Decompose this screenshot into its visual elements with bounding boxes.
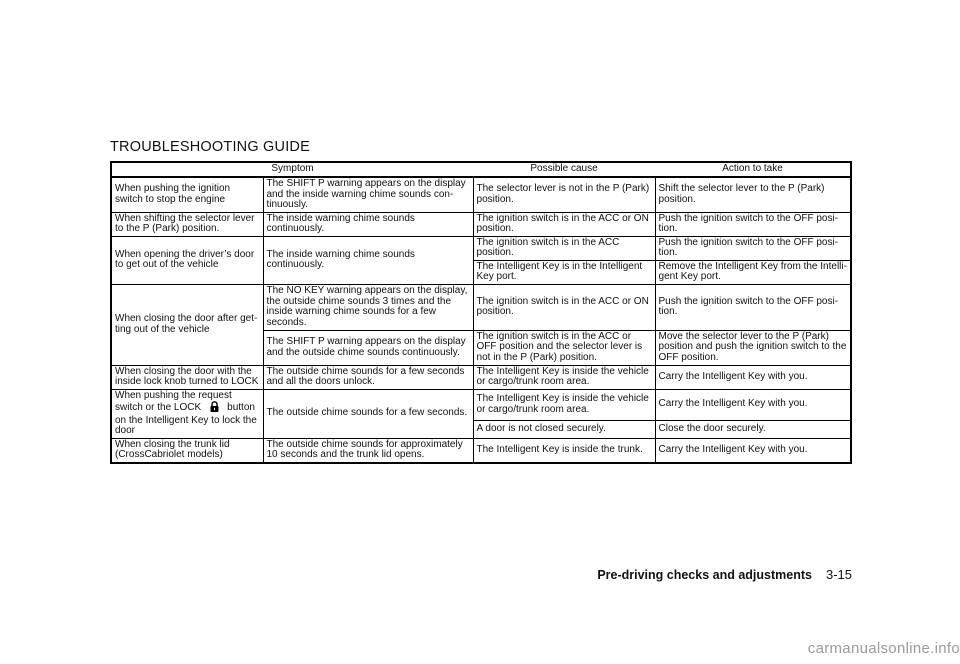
column-header-action: Action to take [655,162,851,177]
cause-cell: A door is not closed securely. [473,420,655,438]
symptom-cell [111,389,263,438]
symptom-cell: When shifting the selector lever to the P (Park) position. [111,212,263,236]
cause-cell: The ignition switch is in the ACC or ON position. [473,212,655,236]
action-cell: Carry the Intelligent Key with you. [655,438,851,463]
action-cell: Remove the Intelligent Key from the Intelli-gent Key port. [655,260,851,284]
symptom-cell: When closing the door after get-ting out of the vehicle [111,284,263,365]
cause-cell: The Intelligent Key is inside the trunk. [473,438,655,463]
action-cell: Close the door securely. [655,420,851,438]
symptom-detail-cell: The inside warning chime sounds continuously. [263,236,473,284]
action-cell: Shift the selector lever to the P (Park) position. [655,177,851,212]
symptom-cell: When closing the trunk lid (CrossCabriolet models) [111,438,263,463]
symptom-detail-cell: The SHIFT P warning appears on the display and the inside warning chime sounds con-tinuously. [263,177,473,212]
action-cell: Carry the Intelligent Key with you. [655,365,851,389]
action-cell: Carry the Intelligent Key with you. [655,389,851,420]
action-cell: Push the ignition switch to the OFF posi-tion. [655,212,851,236]
cause-cell: The Intelligent Key is in the Intelligent Key port. [473,260,655,284]
watermark: carmanualsonline.info [807,640,960,657]
section-name: Pre-driving checks and adjustments [597,568,812,582]
table-row [111,365,851,389]
page-number: 3-15 [825,567,852,582]
symptom-cell: When opening the driver’s door to get out of the vehicle [111,236,263,284]
cause-cell: The ignition switch is in the ACC or ON position. [473,284,655,330]
cause-cell: The ignition switch is in the ACC position. [473,236,655,260]
column-header-possible-cause: Possible cause [473,162,655,177]
table-row [111,284,851,330]
symptom-detail-cell: The NO KEY warning appears on the display, the outside chime sounds 3 times and the inside warning chime sounds for a few seconds. [263,284,473,330]
symptom-detail-cell: The outside chime sounds for a few seconds. [263,389,473,438]
table-row [111,389,851,420]
cause-cell: The Intelligent Key is inside the vehicle or cargo/trunk room area. [473,389,655,420]
padlock-icon [201,401,227,416]
symptom-detail-cell: The inside warning chime sounds continuously. [263,212,473,236]
action-cell: Push the ignition switch to the OFF posi-tion. [655,236,851,260]
table-row [111,177,851,212]
table-header-row [111,162,851,177]
symptom-cell: When closing the door with the inside lock knob turned to LOCK [111,365,263,389]
page-footer [597,567,852,582]
symptom-cell: When pushing the ignition switch to stop the engine [111,177,263,212]
action-cell: Push the ignition switch to the OFF posi-tion. [655,284,851,330]
page-title: TROUBLESHOOTING GUIDE [110,139,310,155]
troubleshooting-table [110,161,852,464]
table-row [111,236,851,260]
cause-cell: The Intelligent Key is inside the vehicle or cargo/trunk room area. [473,365,655,389]
symptom-text-end: button on the Intelligent Key to lock the door [115,402,257,436]
column-header-symptom: Symptom [111,162,473,177]
action-cell: Move the selector lever to the P (Park) position and push the ignition switch to the OFF position. [655,330,851,365]
cause-cell: The ignition switch is in the ACC or OFF position and the selector lever is not in the P (Park) position. [473,330,655,365]
symptom-detail-cell: The outside chime sounds for a few seconds and all the doors unlock. [263,365,473,389]
cause-cell: The selector lever is not in the P (Park) position. [473,177,655,212]
symptom-text-start: When pushing the request switch or the LOCK [115,389,232,413]
table-row [111,438,851,463]
symptom-detail-cell: The SHIFT P warning appears on the display and the outside chime sounds continuously. [263,330,473,365]
symptom-detail-cell: The outside chime sounds for approximately 10 seconds and the trunk lid opens. [263,438,473,463]
table-row [111,212,851,236]
